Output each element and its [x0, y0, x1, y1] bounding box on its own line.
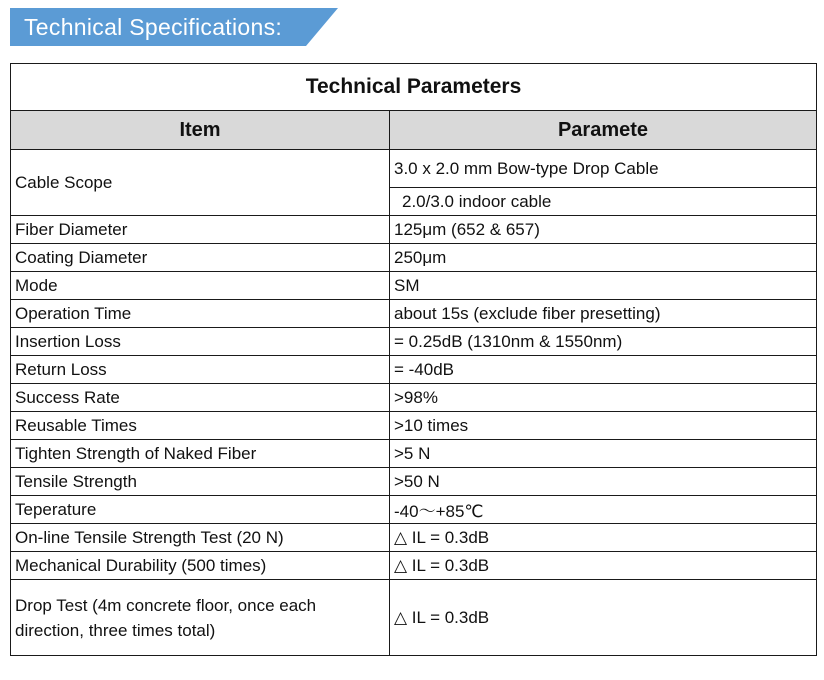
section-banner: [10, 8, 338, 46]
row-value: 125μm (652 & 657): [390, 216, 817, 244]
table-row: [11, 328, 817, 356]
row-value: about 15s (exclude fiber presetting): [390, 300, 817, 328]
row-item: Insertion Loss: [11, 328, 390, 356]
row-item: Teperature: [11, 496, 390, 524]
table-row: [11, 440, 817, 468]
table-row: [11, 244, 817, 272]
table-row: [11, 524, 817, 552]
row-value: △ IL = 0.3dB: [390, 552, 817, 580]
table-row: [11, 468, 817, 496]
table-row: [11, 552, 817, 580]
table-row: [11, 496, 817, 524]
table-row: [11, 272, 817, 300]
header-item: Item: [11, 111, 390, 150]
spec-table: [10, 63, 817, 656]
row-value: -40～+85℃: [390, 496, 817, 524]
row-item: Tensile Strength: [11, 468, 390, 496]
table-title: Technical Parameters: [11, 64, 817, 111]
row-item: On-line Tensile Strength Test (20 N): [11, 524, 390, 552]
row-item: Return Loss: [11, 356, 390, 384]
table-row: [11, 356, 817, 384]
row-item: Success Rate: [11, 384, 390, 412]
banner-title: Technical Specifications:: [24, 14, 283, 40]
table-row: [11, 216, 817, 244]
table-header-row: [11, 111, 817, 150]
row-item: Tighten Strength of Naked Fiber: [11, 440, 390, 468]
row-value: >98%: [390, 384, 817, 412]
row-value: 250μm: [390, 244, 817, 272]
row-value: >50 N: [390, 468, 817, 496]
row-item: Reusable Times: [11, 412, 390, 440]
table-row: [11, 580, 817, 656]
table-row: [11, 150, 817, 188]
row-item: Cable Scope: [11, 150, 390, 216]
row-value: 2.0/3.0 indoor cable: [390, 188, 817, 216]
row-value: >10 times: [390, 412, 817, 440]
row-value: 3.0 x 2.0 mm Bow-type Drop Cable: [390, 150, 817, 188]
header-parameter: Paramete: [390, 111, 817, 150]
row-value: >5 N: [390, 440, 817, 468]
row-value: SM: [390, 272, 817, 300]
row-item: Operation Time: [11, 300, 390, 328]
row-value: △ IL = 0.3dB: [390, 524, 817, 552]
row-item: Drop Test (4m concrete floor, once each direction, three times total): [11, 580, 390, 656]
row-item: Mode: [11, 272, 390, 300]
row-item: Coating Diameter: [11, 244, 390, 272]
row-item: Fiber Diameter: [11, 216, 390, 244]
table-row: [11, 412, 817, 440]
row-value: △ IL = 0.3dB: [390, 580, 817, 656]
table-row: [11, 384, 817, 412]
row-value: = -40dB: [390, 356, 817, 384]
row-value: = 0.25dB (1310nm & 1550nm): [390, 328, 817, 356]
table-row: [11, 300, 817, 328]
table-title-row: [11, 64, 817, 111]
row-item: Mechanical Durability (500 times): [11, 552, 390, 580]
